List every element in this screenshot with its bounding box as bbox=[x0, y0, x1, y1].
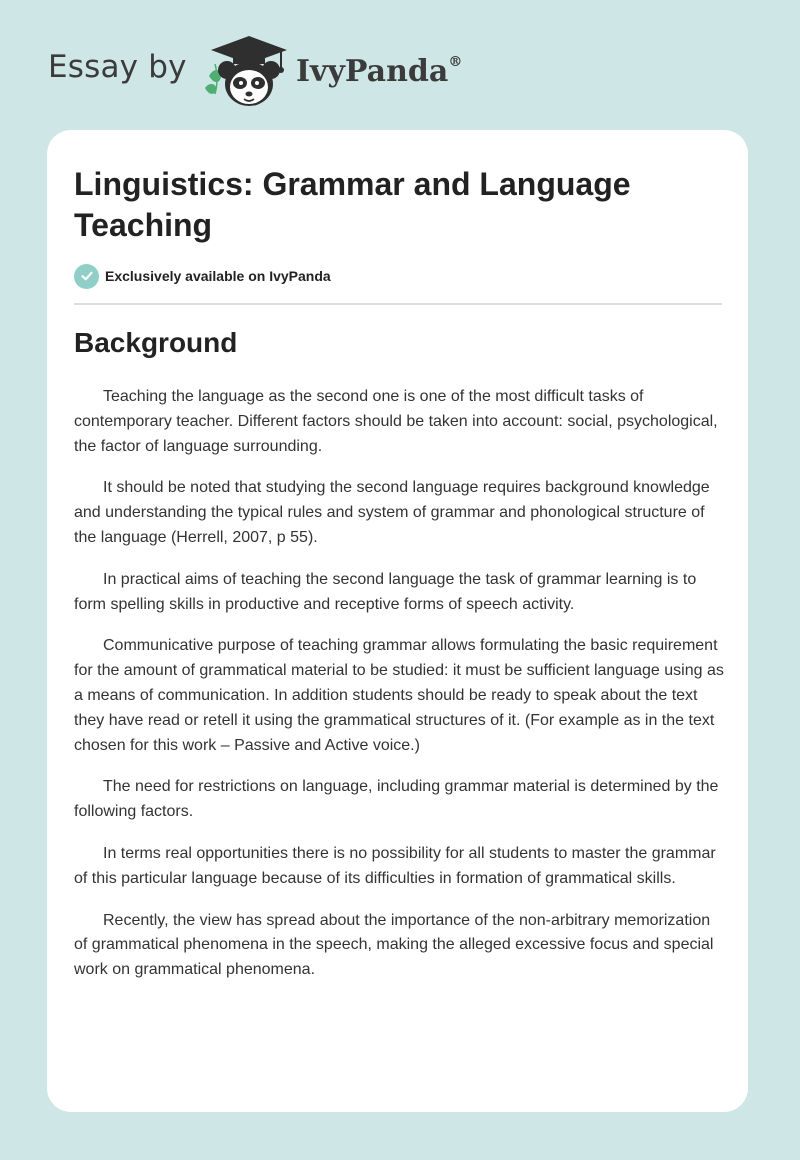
article-body bbox=[74, 385, 725, 1000]
paragraph: It should be noted that studying the second language requires background knowledge and understanding the typical rules and system of grammar and phonological structure of the language (Herrell, 2007, p 55). bbox=[74, 479, 710, 546]
brand-name[interactable] bbox=[296, 54, 462, 89]
paragraph: Communicative purpose of teaching grammar allows formulating the basic requirement for the amount of grammatical material to be studied: it must be sufficient language using as a means of communication. In addition students should be ready to speak about the text they have read or retell it using the grammatical structures of it. (For example as in the text chosen for this work – Passive and Active voice.) bbox=[74, 637, 724, 754]
paragraph: In terms real opportunities there is no possibility for all students to master the grammar of this particular language because of its difficulties in formation of grammatical skills. bbox=[74, 844, 716, 887]
page-title: Linguistics: Grammar and Language Teaching bbox=[74, 166, 631, 243]
exclusive-badge-label: Exclusively available on IvyPanda bbox=[105, 268, 331, 284]
paragraph: In practical aims of teaching the second language the task of grammar learning is to form spelling skills in productive and receptive forms of speech activity. bbox=[74, 570, 697, 613]
essay-by-label: Essay by bbox=[48, 49, 187, 85]
divider bbox=[74, 303, 722, 305]
brand-name-text: IvyPanda bbox=[296, 54, 449, 89]
panda-logo-icon[interactable] bbox=[203, 34, 295, 110]
section-heading: Background bbox=[74, 327, 238, 358]
paragraph: Teaching the language as the second one is one of the most difficult tasks of contemporary teacher. Different factors should be taken into account: social, psychological, the factor of language surrounding. bbox=[74, 388, 718, 455]
registered-mark: ® bbox=[448, 54, 463, 70]
paragraph: Recently, the view has spread about the importance of the non-arbitrary memorization of grammatical phenomena in the speech, making the alleged excessive focus and special work on grammatical phenomena. bbox=[74, 911, 714, 979]
site-header bbox=[48, 34, 548, 110]
essay-card bbox=[47, 130, 748, 1112]
exclusive-badge bbox=[74, 263, 331, 289]
check-icon bbox=[74, 264, 99, 289]
paragraph: The need for restrictions on language, including grammar material is determined by the following factors. bbox=[74, 778, 719, 821]
